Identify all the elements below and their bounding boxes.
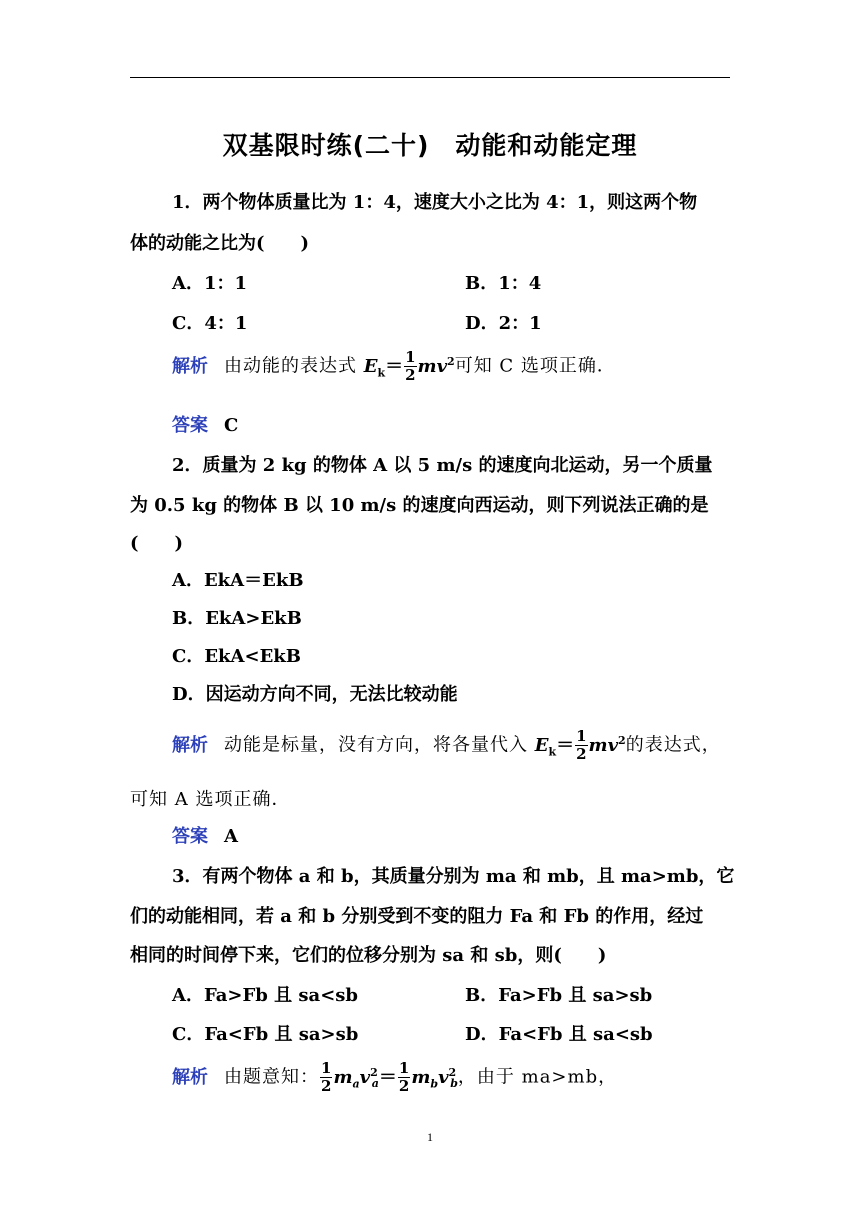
q1-stem-line-2: 体的动能之比为( ) [130,233,310,254]
q1-analysis-conclusion: 可知 C 选项正确． [454,355,616,377]
fraction: $\frac{1}{2}$ [321,1059,332,1095]
energy-equality-formula: $\frac{1}{2}$ $m_av^2_a=$ $\frac{1}{2}$ $m_bv^2_b$ [321,1059,458,1095]
analysis-label: 解析 [172,734,208,756]
fraction: $\frac{1}{2}$ [398,1059,410,1095]
q1-stem-line-1: 1．两个物体质量比为 1：4，速度大小之比为 4：1，则这两个物 [172,192,698,213]
header-rule [130,77,730,78]
page-title: 双基限时练(二十) 动能和动能定理 [222,131,638,160]
q2-option-d: D．因运动方向不同，无法比较动能 [172,684,458,705]
q1-option-c: C．4：1 [172,313,248,334]
analysis-label: 解析 [172,355,208,377]
answer-label: 答案 [172,826,208,847]
q1-option-a: A．1：1 [172,273,248,294]
q1-option-b: B．1：4 [465,273,542,294]
q3-stem-line-1: 3．有两个物体 a 和 b，其质量分别为 ma 和 mb，且 ma>mb，它 [172,866,735,887]
q2-answer-value: A [224,826,238,847]
page-number: 1 [427,1130,433,1144]
q2-option-c: C．EkA<EkB [172,646,301,667]
q3-option-b: B．Fa>Fb 且 sa>sb [465,985,653,1006]
fraction: $\frac{1}{2}$ [405,348,416,384]
q2-option-b: B．EkA>EkB [172,608,302,629]
q1-option-d: D．2：1 [465,313,542,334]
fraction: $\frac{1}{2}$ [576,727,587,763]
kinetic-energy-formula: $E_k=$ $\frac{1}{2}$ $mv^2$ [363,348,455,384]
answer-label: 答案 [172,415,208,436]
q2-analysis-text: 动能是标量，没有方向，将各量代入 [224,734,535,756]
q2-analysis [172,728,721,763]
q3-option-a: A．Fa>Fb 且 sa<sb [172,985,359,1006]
q1-answer-value: C [224,415,239,436]
q2-answer [172,822,238,848]
q1-analysis [172,349,616,384]
q3-analysis-text: 由题意知： [224,1066,319,1088]
q2-stem-line-1: 2．质量为 2 kg 的物体 A 以 5 m/s 的速度向北运动，另一个质量 [172,455,713,476]
q2-analysis-line-2: 可知 A 选项正确． [130,789,291,810]
q2-analysis-continuation: 的表达式， [625,734,721,756]
analysis-label: 解析 [172,1066,208,1088]
q1-answer [172,411,238,437]
q3-option-c: C．Fa<Fb 且 sa>sb [172,1024,359,1045]
q3-option-d: D．Fa<Fb 且 sa<sb [465,1024,653,1045]
q2-stem-line-2: 为 0.5 kg 的物体 B 以 10 m/s 的速度向西运动，则下列说法正确的是 [130,495,709,516]
q3-stem-line-2: 们的动能相同，若 a 和 b 分别受到不变的阻力 Fa 和 Fb 的作用，经过 [130,906,704,927]
q2-option-a: A．EkA＝EkB [172,570,304,591]
q1-analysis-text: 由动能的表达式 [224,355,364,377]
q3-stem-line-3: 相同的时间停下来，它们的位移分别为 sa 和 sb，则( ) [130,945,607,966]
q3-analysis [172,1060,617,1095]
q3-analysis-continuation: ，由于 ma>mb， [457,1066,618,1088]
kinetic-energy-formula: $E_k=$ $\frac{1}{2}$ $mv^2$ [534,727,626,763]
q2-stem-line-3: ( ) [130,533,184,554]
